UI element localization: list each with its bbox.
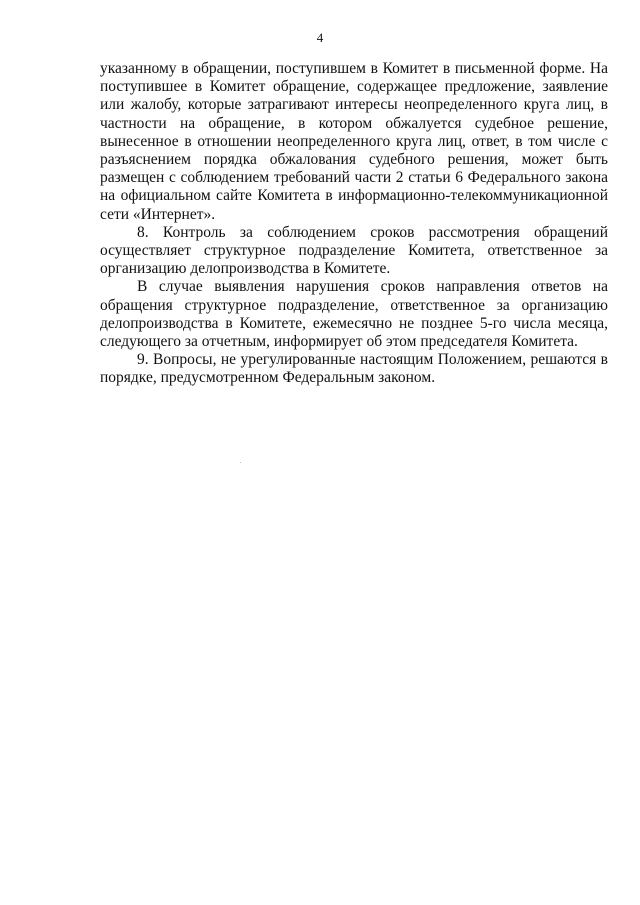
paragraph-item-8: 8. Контроль за соблюдением сроков рассмотрения обращений осуществляет структурное подразделение Комитета, ответственное за организацию делопроизводства в Комитете. bbox=[100, 223, 608, 278]
scan-speck bbox=[240, 462, 241, 463]
paragraph-continuation: указанному в обращении, поступившем в Комитет в письменной форме. На поступившее в Комитет обращение, содержащее предложение, заявление или жалобу, которые затрагивают интересы неопределенного круга лиц, в частности на обращение, в котором обжалуется судебное решение, вынесенное в отношении неопределенного круга лиц, ответ, в том числе с разъяснением порядка обжалования судебного решения, может быть размещен с соблюдением требований части 2 статьи 6 Федерального закона на официальном сайте Комитета в информационно-телекоммуникационной сети «Интернет». bbox=[100, 60, 608, 223]
paragraph-item-9: 9. Вопросы, не урегулированные настоящим Положением, решаются в порядке, предусмотренном Федеральным законом. bbox=[100, 351, 608, 387]
document-body bbox=[100, 60, 608, 388]
page-number: 4 bbox=[316, 30, 324, 45]
paragraph-violation: В случае выявления нарушения сроков направления ответов на обращения структурное подразделение, ответственное за организацию делопроизводства в Комитете, ежемесячно не позднее 5-го числа месяца, следующего за отчетным, информирует об этом председателя Комитета. bbox=[100, 278, 608, 351]
